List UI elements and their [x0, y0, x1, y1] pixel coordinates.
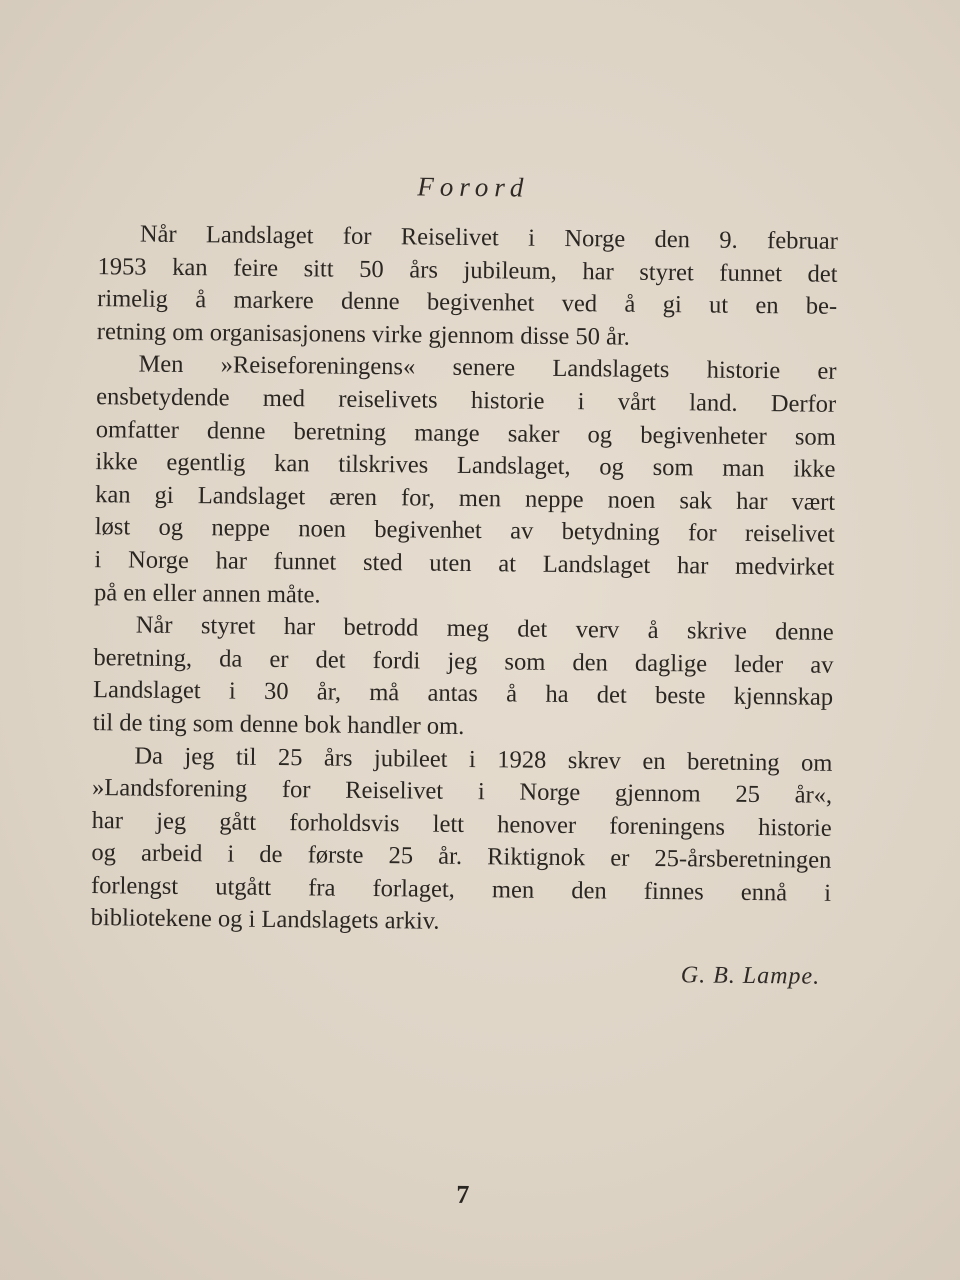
- page-number: 7: [456, 1179, 470, 1210]
- page-heading: Forord: [417, 171, 530, 203]
- paragraph-3: [93, 609, 834, 747]
- paragraph-4: [91, 740, 833, 943]
- text-line: til de ting som denne bok handler om.: [92, 708, 465, 740]
- text-line: beretning, da er det fordi jeg som den daglige leder av: [93, 643, 834, 679]
- text-block: [87, 0, 850, 1280]
- text-line: løst og neppe noen begivenhet av betydning for reiselivet: [94, 513, 835, 549]
- text-line: Når Landslaget for Reiselivet i Norge den 9. februar: [139, 220, 838, 255]
- text-line: omfatter denne beretning mange saker og begivenheter som: [95, 415, 836, 451]
- text-line: på en eller annen måte.: [93, 578, 321, 608]
- paragraph-1: [97, 218, 838, 356]
- text-line: Landslaget i 30 år, må antas å ha det beste kjennskap: [92, 676, 834, 712]
- text-line: har jeg gått forholdsvis lett henover foreningens historie: [91, 806, 832, 842]
- text-line: ensbetydende med reiselivets historie i vårt land. Derfor: [96, 383, 837, 418]
- paragraph-2: [94, 348, 837, 616]
- text-line: 1953 kan feire sitt 50 års jubileum, har styret funnet det: [97, 252, 838, 288]
- text-line: forlengst utgått fra forlaget, men den finnes ennå i: [90, 871, 832, 907]
- text-line: kan gi Landslaget æren for, men neppe noen sak har vært: [95, 480, 836, 516]
- author-signature: G. B. Lampe.: [680, 962, 821, 990]
- text-line: Men »Reiseforeningens« senere Landslagets historie er: [138, 350, 837, 386]
- text-line: Når styret har betrodd meg det verv å skrive denne: [135, 611, 834, 646]
- text-line: »Landsforening for Reiselivet i Norge gjennom 25 år«,: [91, 774, 833, 809]
- text-line: rimelig å markere denne begivenhet ved å gi ut en be-: [97, 285, 838, 321]
- body-text: [91, 218, 838, 943]
- text-line: bibliotekene og i Landslagets arkiv.: [90, 904, 440, 936]
- text-line: Da jeg til 25 års jubileet i 1928 skrev en beretning om: [134, 742, 833, 777]
- text-line: retning om organisasjonens virke gjennom disse 50 år.: [96, 317, 631, 351]
- text-line: og arbeid i de første 25 år. Riktignok er 25-årsberetningen: [91, 839, 832, 875]
- text-line: ikke egentlig kan tilskrives Landslaget, og som man ikke: [95, 448, 836, 483]
- text-line: i Norge har funnet sted uten at Landslaget har medvirket: [94, 546, 835, 581]
